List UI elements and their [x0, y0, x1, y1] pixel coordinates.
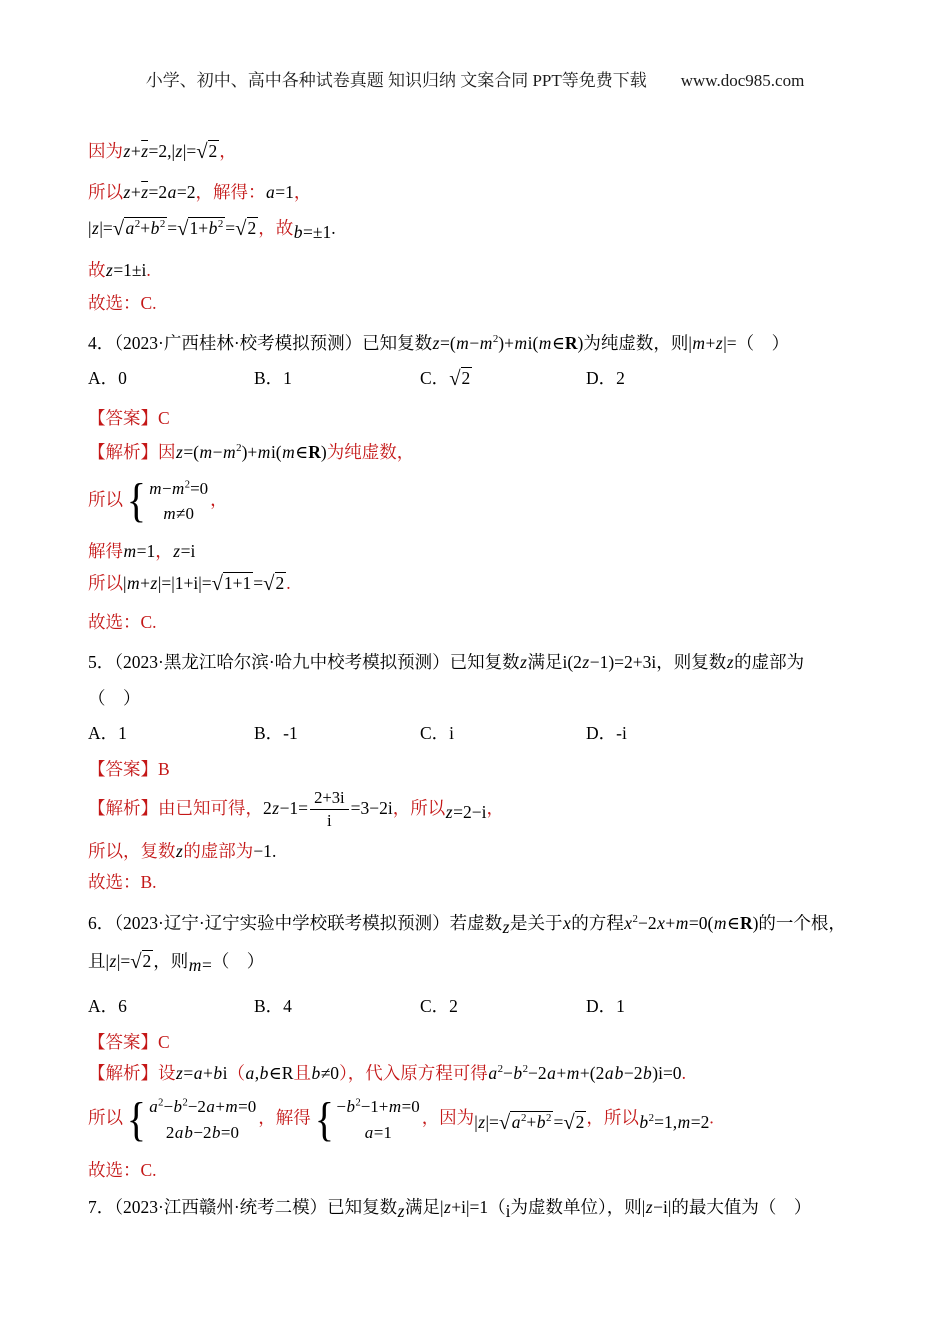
solution4-choice [88, 610, 880, 634]
text-run: 是关于 [509, 913, 563, 934]
math-run: z=2−i [445, 801, 487, 822]
text-run: C．2 [420, 996, 458, 1017]
text-run: ，故 [258, 218, 294, 238]
solution5-choice [88, 870, 880, 894]
text-run: 【解析】由已知可得， [88, 797, 263, 818]
text-run: ， [210, 489, 228, 510]
answer-4 [88, 406, 880, 430]
text-run: 所以 [88, 1107, 123, 1128]
text-run: ），代入原方程可得 [339, 1063, 488, 1084]
text-run: 故选：C. [88, 611, 157, 632]
options-4-col-C [420, 366, 586, 391]
options-5-col-C [420, 721, 586, 745]
text-run: . [709, 1107, 714, 1128]
solution6-choice [88, 1158, 880, 1182]
math-run: $x^2-2x+m=0(m\in R)$ [624, 913, 759, 934]
text-run: C．i [420, 722, 455, 743]
text-run: 4．（2023·广西桂林·校考模拟预测）已知复数 [88, 333, 433, 353]
text-run: B．1 [254, 368, 292, 388]
text-run: ，解得 [258, 1107, 311, 1128]
math-run: i [505, 1201, 511, 1222]
text-run: . [681, 1063, 686, 1084]
text-run: 所以 [88, 489, 123, 510]
question-5 [88, 650, 880, 674]
text-run: 故选：C. [88, 293, 157, 313]
math-run: $|z|=√a^2+b^2 =√1+b^2 =√2$ [88, 218, 257, 240]
analysis-4-line1 [88, 440, 880, 464]
text-run: ， [486, 797, 504, 818]
text-run: 为纯虚数， [326, 442, 415, 462]
header-title: 小学、初中、高中各种试卷真题 知识归纳 文案合同 PPT等免费下载 [145, 71, 647, 90]
text-run: （ [227, 1063, 245, 1084]
math-run: |m+z|= [688, 333, 737, 353]
text-run: 6．（2023·辽宁·辽宁实验中学校联考模拟预测）若虚数 [88, 913, 503, 934]
options-6-col-A [88, 994, 254, 1018]
text-run: 【解析】因 [88, 442, 176, 462]
text-run: ，因为 [421, 1107, 475, 1128]
options-5-col-A [88, 721, 254, 745]
options-4-col-D [586, 366, 625, 390]
analysis-4-line2 [88, 476, 880, 527]
text-run: 7．（2023·江西赣州·统考二模）已知复数 [88, 1197, 398, 1218]
text-run: ，解得： [195, 182, 266, 202]
math-run: |z+i|=1 [439, 1197, 489, 1218]
math-run: |m+z|=|1+i|=√1+1 =√2 [123, 572, 285, 595]
math-run: $z+\overline{z}=2,|z|=√2$ [123, 141, 218, 163]
math-run: $|z|=√a^2+b^2 =√2$ [474, 1111, 585, 1134]
math-run: z [502, 917, 510, 938]
text-run: B．4 [254, 996, 292, 1017]
math-run: √2 [449, 368, 471, 390]
math-run: { $-b^2-1+m=0$ a=1 [314, 1093, 420, 1146]
text-run: ， [219, 141, 237, 161]
question-6-line2 [88, 949, 880, 977]
math-run: z [520, 651, 527, 672]
math-run: { $m-m^2=0$ m≠0 [126, 475, 209, 528]
text-run: 【答案】C [88, 408, 170, 428]
solution3-line1 [88, 139, 880, 164]
solution3-line3 [88, 216, 880, 244]
math-run: z [176, 841, 183, 862]
text-run: 故 [88, 260, 106, 280]
text-run: A．1 [88, 722, 127, 743]
text-run: （ [488, 1197, 506, 1218]
question-7 [88, 1195, 880, 1223]
text-run: B．-1 [254, 722, 298, 743]
text-run: ，则 [153, 951, 189, 972]
math-run: z=a+bi [176, 1063, 228, 1084]
math-run: b=±1 [293, 222, 332, 242]
math-run: a=1 [266, 182, 294, 202]
math-run: i(2z−1)=2+3i [562, 651, 657, 672]
solution3-line4 [88, 258, 880, 282]
text-run: 【解析】设 [88, 1063, 176, 1084]
text-run: 且 [88, 951, 106, 972]
options-4-col-A [88, 366, 254, 390]
text-run: ， [155, 540, 173, 561]
text-run: 满足 [527, 651, 563, 672]
options-6-col-B [254, 994, 420, 1018]
text-run: 满足 [404, 1197, 440, 1218]
text-run: A．6 [88, 996, 127, 1017]
options-4-col-B [254, 366, 420, 390]
options-4 [88, 366, 880, 391]
text-run: （ ） [736, 333, 790, 353]
math-run: z [726, 651, 734, 672]
math-run: $z=(m-m^2)+mi(m\in R)$ [432, 333, 584, 353]
answer-5 [88, 757, 880, 781]
math-run: a,b∈R [245, 1063, 294, 1084]
options-6 [88, 994, 880, 1018]
analysis-4-line3 [88, 539, 880, 563]
analysis-6-line1 [88, 1061, 880, 1085]
text-run: . [146, 260, 151, 280]
question-6-line1 [88, 911, 880, 939]
text-run: 故选：B. [88, 872, 157, 893]
options-5-col-D [586, 721, 627, 745]
text-run: 【答案】B [88, 758, 170, 779]
text-run: 的虚部为 [734, 651, 805, 672]
solution3-choice [88, 291, 880, 315]
math-run: . [271, 841, 277, 862]
text-run: . [286, 572, 291, 593]
options-6-col-C [420, 994, 586, 1018]
text-run: 所以，复数 [88, 841, 176, 862]
text-run: 解得 [88, 540, 123, 561]
math-run: z=1±i [106, 260, 147, 280]
options-5-col-B [254, 721, 420, 745]
analysis-5-line1 [88, 789, 880, 831]
text-run: 的方程 [571, 913, 624, 934]
question-4 [88, 331, 880, 355]
text-run: 的一个根， [758, 913, 846, 934]
math-run: x [562, 913, 571, 934]
text-run: ，则复数 [656, 651, 727, 672]
text-run: D．2 [586, 368, 625, 388]
text-run: ，所以 [392, 797, 446, 818]
header-url: www.doc985.com [680, 71, 805, 90]
text-run: 为虚数单位），则 [510, 1197, 642, 1218]
answer-6 [88, 1030, 880, 1054]
math-run: z [397, 1201, 405, 1222]
text-run: A．0 [88, 368, 127, 388]
solution3-line2 [88, 180, 880, 204]
text-run: 的最大值为（ ） [671, 1197, 812, 1218]
text-run: 为纯虚数，则 [583, 333, 689, 353]
text-run: （ ） [211, 951, 265, 972]
text-run: 5．（2023·黑龙江哈尔滨·哈九中校考模拟预测）已知复数 [88, 651, 520, 672]
text-run: D．1 [586, 996, 625, 1017]
text-run: C． [420, 368, 450, 388]
text-run: （ ） [88, 687, 141, 708]
text-run: 故选：C. [88, 1160, 157, 1181]
page-header [0, 0, 950, 91]
options-5 [88, 721, 880, 745]
math-run: $z+\overline{z}=2a=2$ [123, 182, 196, 202]
math-run: −1 [253, 841, 272, 862]
text-run: ，所以 [586, 1107, 639, 1128]
math-run: |z−i| [641, 1197, 672, 1218]
text-run: 【答案】C [88, 1032, 170, 1053]
math-run: $z=(m-m^2)+mi(m\in R)$ [176, 442, 327, 462]
text-run: 所以 [88, 572, 123, 593]
question-5-parens [88, 686, 880, 710]
math-run: . [331, 218, 336, 238]
document-content [0, 139, 950, 1223]
math-run: 2z−1= $\frac{2+3i}{i}$ =3−2i [263, 787, 393, 831]
math-run: m=1 [123, 540, 156, 561]
analysis-4-line4 [88, 571, 880, 596]
analysis-5-line2 [88, 839, 880, 863]
options-6-col-D [586, 994, 625, 1018]
text-run: ， [293, 182, 312, 202]
text-run: 的虚部为 [183, 841, 254, 862]
math-run: $b^2=1,m=2$ [639, 1111, 710, 1132]
analysis-6-line2 [88, 1094, 880, 1145]
math-run: $a^2-b^2-2a+m+(2ab-2b)i=0$ [488, 1063, 682, 1084]
math-run: { $a^2-b^2-2a+m=0$ 2ab−2b=0 [126, 1093, 257, 1146]
math-run: |z|=√2 [105, 951, 152, 974]
math-run: z=i [173, 540, 196, 561]
text-run: 因为 [88, 141, 123, 161]
math-run: b≠0 [311, 1063, 340, 1084]
text-run: D．-i [586, 722, 627, 743]
text-run: 且 [293, 1063, 311, 1084]
math-run: m= [188, 955, 212, 976]
text-run: 所以 [88, 182, 123, 202]
